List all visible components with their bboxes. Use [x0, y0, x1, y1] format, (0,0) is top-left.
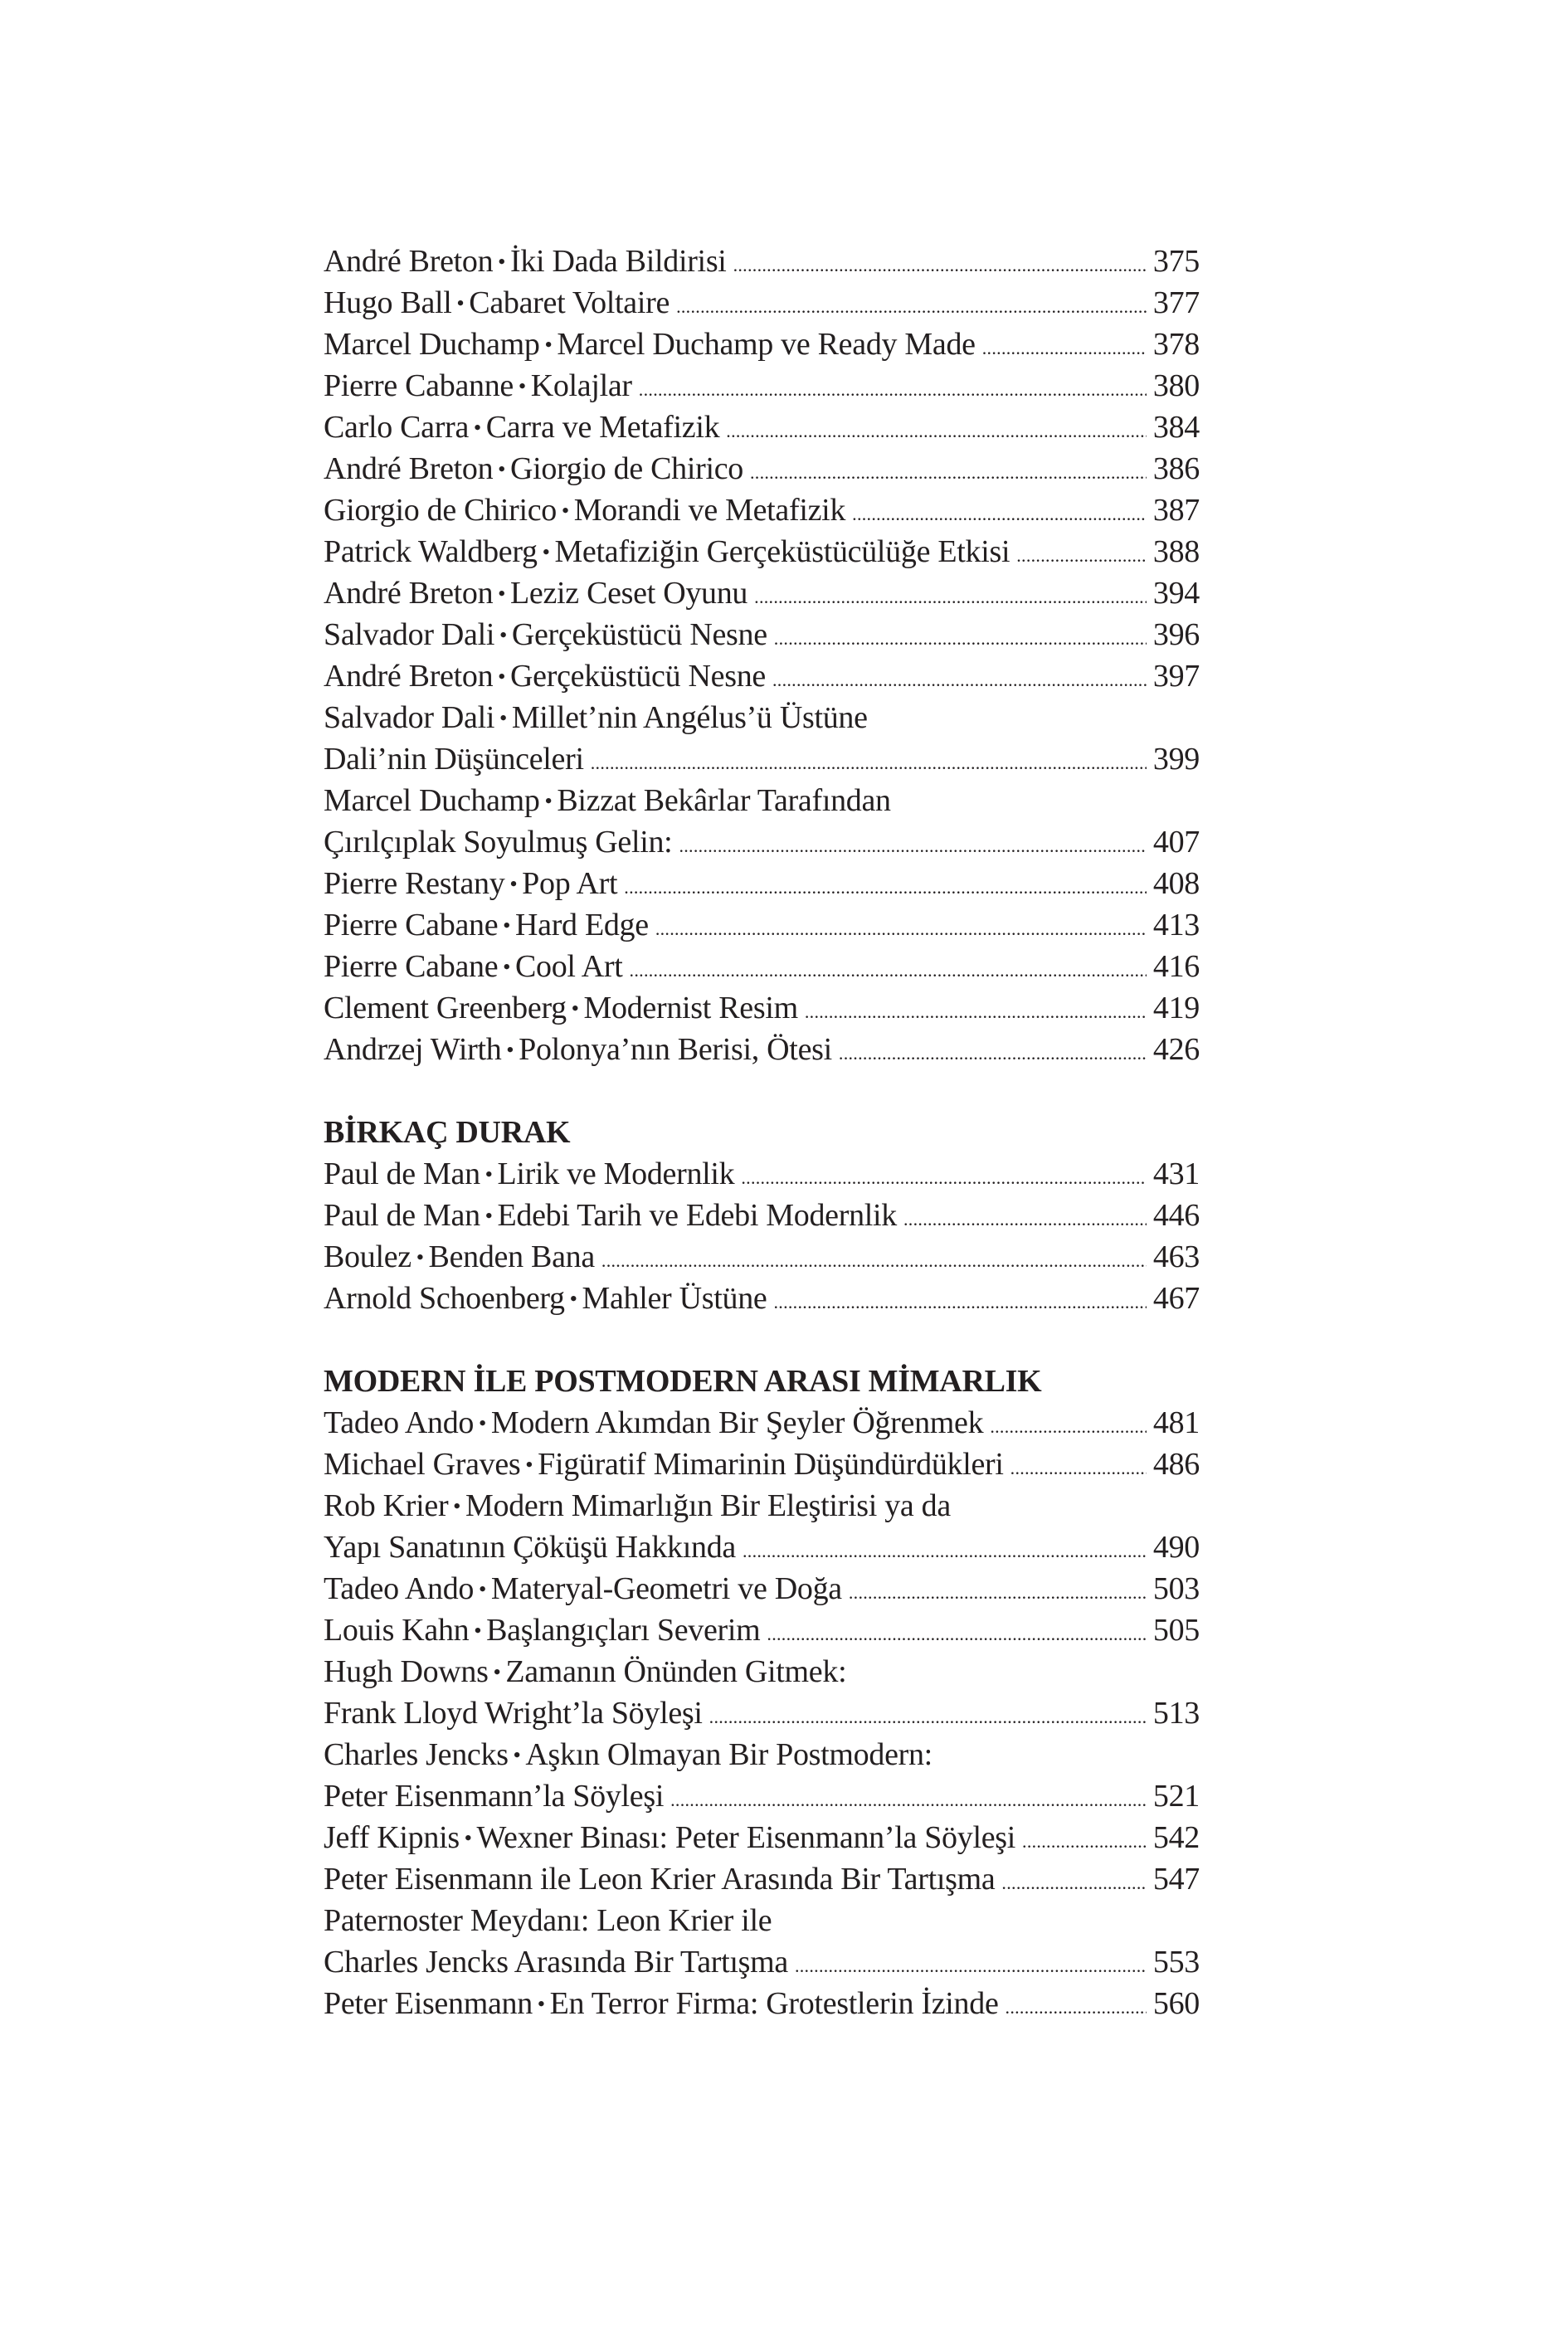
page-number: 463: [1152, 1239, 1200, 1274]
toc-entry[interactable]: [324, 489, 1200, 531]
dot-leader: [709, 1697, 1147, 1738]
entry-author: André Breton: [324, 576, 494, 611]
toc-entry-line: [324, 572, 1200, 614]
bullet-separator-icon: •: [513, 1742, 521, 1768]
bullet-separator-icon: •: [571, 996, 579, 1021]
page-number: 431: [1152, 1157, 1200, 1191]
toc-entry-line: [324, 531, 1200, 572]
toc-entry-line: [324, 1817, 1200, 1858]
entry-author: Rob Krier: [324, 1488, 449, 1523]
page-number: 380: [1152, 368, 1200, 403]
toc-entry[interactable]: [324, 324, 1200, 365]
entry-author: André Breton: [324, 451, 494, 486]
entry-author: Tadeo Ando: [324, 1405, 475, 1440]
bullet-separator-icon: •: [542, 539, 550, 565]
entry-text: [324, 1858, 995, 1900]
toc-entry[interactable]: [324, 1278, 1200, 1319]
toc-entry[interactable]: [324, 1444, 1200, 1485]
toc-entry-line: [324, 738, 1200, 780]
page-number: 486: [1152, 1447, 1200, 1482]
page-number: 386: [1152, 451, 1200, 486]
entry-title: Bizzat Bekârlar Tarafından: [557, 783, 891, 818]
toc-section: [324, 1070, 1200, 1319]
entry-text: [324, 655, 766, 699]
dot-leader: [1016, 535, 1147, 577]
entry-author: Charles Jencks: [324, 1737, 509, 1772]
dot-leader: [852, 494, 1147, 535]
entry-author: Pierre Cabane: [324, 949, 499, 984]
toc-entry-line: [324, 1402, 1200, 1444]
toc-entry[interactable]: [324, 1609, 1200, 1651]
toc-entry[interactable]: [324, 1817, 1200, 1858]
bullet-separator-icon: •: [478, 1576, 486, 1602]
entry-author: Michael Graves: [324, 1447, 521, 1482]
bullet-separator-icon: •: [473, 415, 481, 441]
toc-entry[interactable]: [324, 1568, 1200, 1609]
toc-entry-line: [324, 1858, 1200, 1900]
entry-title: Paternoster Meydanı: Leon Krier ile: [324, 1903, 772, 1938]
toc-entry[interactable]: [324, 1236, 1200, 1278]
page-number: 378: [1152, 327, 1200, 362]
entry-title: Morandi ve Metafizik: [573, 493, 846, 528]
page-number: 490: [1152, 1530, 1200, 1565]
toc-entry-line: [324, 365, 1200, 407]
entry-author: Louis Kahn: [324, 1613, 470, 1648]
dot-leader: [982, 328, 1147, 369]
toc-entry-line: [324, 1609, 1200, 1651]
entry-title-continuation: Frank Lloyd Wright’la Söyleşi: [324, 1696, 703, 1731]
page-number: 408: [1152, 866, 1200, 901]
entry-title: Cabaret Voltaire: [469, 285, 670, 320]
entry-title: Gerçeküstücü Nesne: [510, 659, 766, 694]
entry-text: [324, 489, 845, 533]
toc-entry[interactable]: [324, 241, 1200, 282]
section-heading: BİRKAÇ DURAK: [324, 1115, 571, 1150]
entry-title: Cool Art: [514, 949, 623, 984]
toc-entry[interactable]: [324, 1734, 1200, 1817]
toc-entry-line: [324, 1153, 1200, 1195]
entry-text: [324, 1609, 760, 1653]
toc-entry[interactable]: [324, 780, 1200, 863]
toc-entry[interactable]: [324, 1195, 1200, 1236]
page-number: 387: [1152, 493, 1200, 528]
dot-leader: [676, 286, 1147, 328]
bullet-separator-icon: •: [503, 913, 511, 938]
entry-author: Giorgio de Chirico: [324, 493, 557, 528]
entry-title: Modernist Resim: [583, 991, 798, 1025]
toc-entry-line: [324, 1651, 1200, 1692]
toc-entry-line: [324, 448, 1200, 489]
toc-entry-line: [324, 324, 1200, 365]
entry-author: Arnold Schoenberg: [324, 1281, 565, 1316]
bullet-separator-icon: •: [561, 498, 569, 523]
dot-leader: [774, 618, 1147, 660]
toc-entry-line: [324, 1568, 1200, 1609]
entry-author: Tadeo Ando: [324, 1571, 475, 1606]
entry-author: Hugo Ball: [324, 285, 452, 320]
entry-title: Wexner Binası: Peter Eisenmann’la Söyleşi: [476, 1820, 1016, 1855]
entry-text: [324, 946, 623, 990]
dot-leader: [772, 660, 1147, 701]
page-number: 419: [1152, 991, 1200, 1025]
bullet-separator-icon: •: [493, 1659, 501, 1685]
toc-entry[interactable]: [324, 1402, 1200, 1444]
bullet-separator-icon: •: [537, 1991, 545, 2017]
entry-text: [324, 1900, 772, 1941]
page-number: 560: [1152, 1986, 1200, 2021]
entry-title: Lirik ve Modernlik: [497, 1157, 735, 1191]
bullet-separator-icon: •: [544, 788, 553, 814]
dot-leader: [754, 577, 1147, 618]
toc-entry-line: [324, 1775, 1200, 1817]
table-of-contents: [324, 241, 1200, 2024]
toc-entry-line: [324, 1527, 1200, 1568]
dot-leader: [1022, 1821, 1147, 1863]
dot-leader: [990, 1406, 1147, 1448]
toc-entry[interactable]: [324, 1153, 1200, 1195]
dot-leader: [839, 1033, 1147, 1074]
dot-leader: [750, 452, 1147, 494]
bullet-separator-icon: •: [485, 1161, 493, 1187]
dot-leader: [743, 1531, 1147, 1572]
entry-title-continuation: Charles Jencks Arasında Bir Tartışma: [324, 1945, 788, 1979]
entry-title: Aşkın Olmayan Bir Postmodern:: [525, 1737, 933, 1772]
entry-title: Peter Eisenmann ile Leon Krier Arasında Bir Tartışma: [324, 1862, 996, 1897]
dot-leader: [849, 1572, 1147, 1614]
entry-title: Giorgio de Chirico: [510, 451, 743, 486]
dot-leader: [805, 991, 1147, 1033]
entry-title-continuation: Dali’nin Düşünceleri: [324, 742, 584, 777]
entry-text: [324, 1236, 595, 1280]
toc-entry[interactable]: [324, 987, 1200, 1029]
entry-text: [324, 1568, 842, 1612]
entry-author: Jeff Kipnis: [324, 1820, 460, 1855]
page-number: 426: [1152, 1032, 1200, 1067]
toc-section: [324, 241, 1200, 1070]
entry-title: Başlangıçları Severim: [486, 1613, 761, 1648]
toc-entry-line: [324, 1444, 1200, 1485]
page-number: 416: [1152, 949, 1200, 984]
toc-entry-line: [324, 946, 1200, 987]
toc-entry-line: [324, 821, 1200, 863]
entry-text: [324, 365, 632, 409]
entry-title: Zamanın Önünden Gitmek:: [505, 1654, 847, 1689]
page-number: 407: [1152, 825, 1200, 859]
entry-title: Leziz Ceset Oyunu: [510, 576, 748, 611]
entry-title: Polonya’nın Berisi, Ötesi: [519, 1032, 832, 1067]
bullet-separator-icon: •: [453, 1493, 461, 1519]
entry-author: Marcel Duchamp: [324, 783, 540, 818]
toc-entry-line: [324, 863, 1200, 904]
bullet-separator-icon: •: [498, 249, 506, 275]
entry-title: Gerçeküstücü Nesne: [511, 617, 767, 652]
toc-entry-line: [324, 282, 1200, 324]
bullet-separator-icon: •: [525, 1452, 533, 1478]
toc-entry-line: [324, 1941, 1200, 1983]
toc-entry-line: [324, 697, 1200, 738]
toc-entry[interactable]: [324, 614, 1200, 655]
entry-text: [324, 1651, 846, 1695]
toc-entry[interactable]: [324, 946, 1200, 987]
entry-text: [324, 987, 798, 1031]
entry-text: [324, 407, 719, 450]
entry-text: [324, 282, 670, 326]
page-number: 446: [1152, 1198, 1200, 1233]
entry-text: [324, 1153, 734, 1197]
dot-leader: [795, 1945, 1147, 1987]
page-number: 396: [1152, 617, 1200, 652]
page-number: 388: [1152, 534, 1200, 569]
entry-author: Pierre Cabane: [324, 908, 499, 942]
dot-leader: [655, 908, 1147, 950]
entry-title: Modern Mimarlığın Bir Eleştirisi ya da: [465, 1488, 951, 1523]
dot-leader: [639, 369, 1147, 411]
page-number: 467: [1152, 1281, 1200, 1316]
section-gap: [324, 1070, 1200, 1112]
dot-leader: [1001, 1863, 1146, 1904]
toc-entry-line: [324, 987, 1200, 1029]
bullet-separator-icon: •: [499, 622, 507, 648]
entry-text: [324, 1029, 832, 1073]
toc-entry-line: [324, 407, 1200, 448]
toc-entry[interactable]: [324, 655, 1200, 697]
bullet-separator-icon: •: [518, 373, 526, 399]
entry-title-continuation: Yapı Sanatının Çöküşü Hakkında: [324, 1530, 736, 1565]
entry-text: [324, 324, 976, 368]
entry-text: [324, 1734, 933, 1778]
dot-leader: [903, 1199, 1147, 1240]
bullet-separator-icon: •: [499, 705, 507, 731]
entry-title: Edebi Tarih ve Edebi Modernlik: [497, 1198, 897, 1233]
dot-leader: [767, 1614, 1146, 1655]
entry-title: Modern Akımdan Bir Şeyler Öğrenmek: [490, 1405, 984, 1440]
section-heading: MODERN İLE POSTMODERN ARASI MİMARLIK: [324, 1364, 1042, 1399]
entry-text: [324, 1402, 983, 1446]
toc-entry-line: [324, 1734, 1200, 1775]
entry-text: [324, 614, 767, 658]
dot-leader: [773, 1282, 1146, 1323]
entry-author: André Breton: [324, 659, 494, 694]
dot-leader: [601, 1240, 1147, 1282]
dot-leader: [591, 743, 1147, 784]
entry-text: [324, 241, 727, 285]
entry-text: [324, 1278, 767, 1322]
entry-text: [324, 863, 617, 907]
page-number: 547: [1152, 1862, 1200, 1897]
toc-entry-line: [324, 1485, 1200, 1527]
toc-entry-line: [324, 614, 1200, 655]
entry-author: Pierre Restany: [324, 866, 505, 901]
toc-entry[interactable]: [324, 572, 1200, 614]
toc-entry-line: [324, 1278, 1200, 1319]
toc-entry-line: [324, 1900, 1200, 1941]
bullet-separator-icon: •: [456, 290, 465, 316]
entry-title: Kolajlar: [530, 368, 632, 403]
toc-entry-line: [324, 1692, 1200, 1734]
bullet-separator-icon: •: [503, 954, 511, 980]
page-number: 481: [1152, 1405, 1200, 1440]
entry-author: Clement Greenberg: [324, 991, 567, 1025]
toc-entry-line: [324, 655, 1200, 697]
entry-text: [324, 1485, 951, 1529]
toc-entry[interactable]: [324, 904, 1200, 946]
entry-author: Hugh Downs: [324, 1654, 489, 1689]
entry-title: Mahler Üstüne: [582, 1281, 767, 1316]
entry-author: Carlo Carra: [324, 410, 470, 445]
bullet-separator-icon: •: [478, 1410, 486, 1436]
entry-text: [324, 1195, 897, 1239]
entry-title: Pop Art: [522, 866, 618, 901]
entry-text: [324, 1444, 1004, 1488]
bullet-separator-icon: •: [544, 332, 553, 358]
toc-entry[interactable]: [324, 282, 1200, 324]
entry-text: [324, 572, 747, 616]
bullet-separator-icon: •: [485, 1203, 493, 1229]
page-number: 553: [1152, 1945, 1200, 1979]
toc-entry[interactable]: [324, 863, 1200, 904]
page-number: 375: [1152, 244, 1200, 279]
toc-entry-line: [324, 1195, 1200, 1236]
bullet-separator-icon: •: [498, 456, 506, 482]
entry-author: André Breton: [324, 244, 494, 279]
entry-title: Metafiziğin Gerçeküstücülüğe Etkisi: [554, 534, 1010, 569]
bullet-separator-icon: •: [509, 871, 518, 897]
page-number: 384: [1152, 410, 1200, 445]
toc-entry[interactable]: [324, 407, 1200, 448]
entry-text: [324, 780, 891, 824]
entry-author: Paul de Man: [324, 1157, 480, 1191]
entry-author: Pierre Cabanne: [324, 368, 514, 403]
bullet-separator-icon: •: [464, 1825, 472, 1851]
entry-text: [324, 531, 1010, 575]
toc-entry[interactable]: [324, 1858, 1200, 1900]
entry-author: Paul de Man: [324, 1198, 480, 1233]
entry-text: [324, 1817, 1015, 1861]
entry-author: Andrzej Wirth: [324, 1032, 502, 1067]
toc-entry-line: [324, 904, 1200, 946]
entry-title: Marcel Duchamp ve Ready Made: [557, 327, 976, 362]
toc-entry[interactable]: [324, 1029, 1200, 1070]
page-number: 413: [1152, 908, 1200, 942]
bullet-separator-icon: •: [498, 581, 506, 606]
entry-title: Figüratif Mimarinin Düşündürdükleri: [538, 1447, 1004, 1482]
toc-entry[interactable]: [324, 365, 1200, 407]
entry-title: En Terror Firma: Grotestlerin İzinde: [549, 1986, 999, 2021]
bullet-separator-icon: •: [416, 1244, 424, 1270]
toc-entry[interactable]: [324, 1651, 1200, 1734]
entry-title: İki Dada Bildirisi: [510, 244, 727, 279]
entry-text: [324, 904, 649, 948]
toc-entry[interactable]: [324, 1900, 1200, 1983]
section-gap: [324, 1319, 1200, 1361]
toc-section: [324, 1319, 1200, 2024]
entry-title: Carra ve Metafizik: [485, 410, 720, 445]
entry-text: [324, 1983, 999, 2027]
dot-leader: [741, 1157, 1147, 1199]
entry-title-continuation: Peter Eisenmann’la Söyleşi: [324, 1779, 665, 1814]
toc-entry-line: [324, 1983, 1200, 2024]
page-number: 399: [1152, 742, 1200, 777]
toc-entry-line: [324, 780, 1200, 821]
entry-title: Benden Bana: [428, 1239, 595, 1274]
page-number: 377: [1152, 285, 1200, 320]
entry-title: Millet’nin Angélus’ü Üstüne: [511, 700, 868, 735]
toc-entry-line: [324, 1029, 1200, 1070]
dot-leader: [1010, 1448, 1147, 1489]
dot-leader: [679, 825, 1146, 867]
dot-leader: [733, 245, 1147, 286]
page-number: 521: [1152, 1779, 1200, 1814]
bullet-separator-icon: •: [506, 1037, 514, 1063]
dot-leader: [630, 950, 1147, 991]
toc-entry-line: [324, 241, 1200, 282]
toc-entry[interactable]: [324, 531, 1200, 572]
entry-title: Hard Edge: [514, 908, 649, 942]
entry-text: [324, 448, 743, 492]
entry-author: Peter Eisenmann: [324, 1986, 533, 2021]
toc-entry-line: [324, 1236, 1200, 1278]
toc-entry-line: [324, 489, 1200, 531]
page-number: 397: [1152, 659, 1200, 694]
entry-text: [324, 697, 868, 741]
page-number: 513: [1152, 1696, 1200, 1731]
bullet-separator-icon: •: [569, 1286, 577, 1312]
bullet-separator-icon: •: [498, 664, 506, 689]
entry-author: Marcel Duchamp: [324, 327, 540, 362]
entry-title: Materyal-Geometri ve Doğa: [490, 1571, 842, 1606]
entry-author: Boulez: [324, 1239, 411, 1274]
toc-entry[interactable]: [324, 697, 1200, 780]
page-number: 394: [1152, 576, 1200, 611]
entry-author: Salvador Dali: [324, 700, 495, 735]
entry-title-continuation: Çırılçıplak Soyulmuş Gelin:: [324, 825, 673, 859]
page-number: 542: [1152, 1820, 1200, 1855]
page-number: 503: [1152, 1571, 1200, 1606]
page-number: 505: [1152, 1613, 1200, 1648]
toc-entry[interactable]: [324, 1983, 1200, 2024]
toc-entry[interactable]: [324, 448, 1200, 489]
toc-entry[interactable]: [324, 1485, 1200, 1568]
entry-author: Patrick Waldberg: [324, 534, 538, 569]
entry-author: Salvador Dali: [324, 617, 495, 652]
dot-leader: [670, 1780, 1147, 1821]
bullet-separator-icon: •: [474, 1618, 482, 1643]
dot-leader: [1006, 1987, 1147, 2028]
dot-leader: [726, 411, 1147, 452]
dot-leader: [624, 867, 1147, 908]
